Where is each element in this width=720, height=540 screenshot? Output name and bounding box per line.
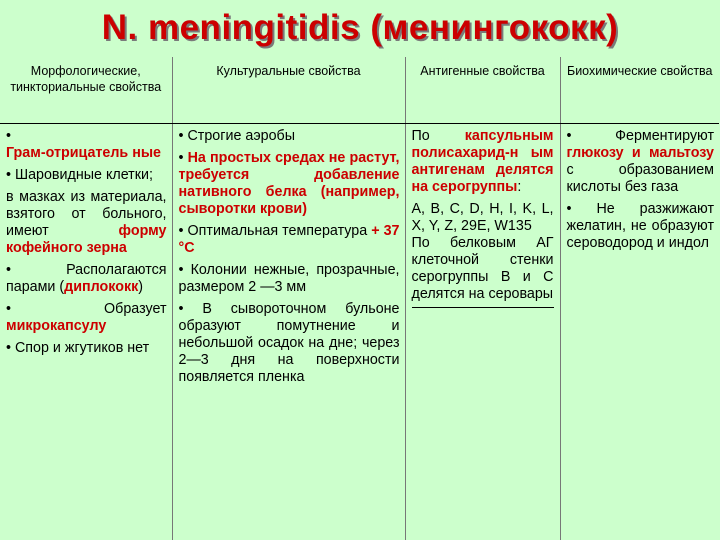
microcapsule-text: микрокапсулу: [6, 318, 107, 334]
antigen-item-groups: A, B, C, D, H, I, K, L, X, Y, Z, 29E, W135: [411, 201, 554, 234]
sugars-text: глюкозу и мальтозу: [566, 145, 714, 161]
cell-biochemical: [560, 124, 719, 540]
media-text: На простых средах не растут, требуется добавление нативного белка (например, сыворотки крови): [178, 150, 400, 217]
antigenic-content: [412, 128, 554, 308]
header-biochemical: Биохимические свойства: [560, 57, 719, 124]
page-title: N. meningitidis (менингококк): [101, 8, 619, 47]
morph-item-pairs: [6, 262, 167, 296]
antigen-colon: :: [517, 179, 522, 195]
cell-morphology: [0, 124, 172, 540]
table-row: [0, 124, 719, 540]
bio-item-ferment: [567, 128, 715, 196]
morph-item-spores: • Спор и жгутиков нет: [6, 340, 150, 356]
cult-item-temp: [179, 223, 400, 257]
morph-item-gram: [6, 128, 167, 145]
properties-table: [0, 57, 719, 540]
ferment-tail: с образованием кислоты без газа: [566, 162, 714, 195]
header-morphology: Морфологические, тинкториальные свойства: [0, 57, 172, 124]
gram-negative-text: Грам-отрицатель ные: [6, 145, 161, 161]
media-bullet: •: [178, 150, 188, 166]
antigen-item-serovars: По белковым АГ клеточной стенки серогруппы В и С делятся на серовары: [411, 235, 554, 302]
smear-text: в мазках из материала, взятого от больного, имеют: [6, 189, 167, 239]
morph-item-capsule: [6, 301, 167, 335]
cell-antigenic: [405, 124, 560, 540]
ferment-text: • Ферментируют: [566, 128, 714, 144]
morph-item-shape: • Шаровидные клетки;: [6, 167, 153, 183]
temp-value: + 37 °С: [178, 223, 400, 256]
capsular-text: капсульным полисахарид-н ым антигенам делятся на серогруппы: [411, 128, 554, 195]
diplococcus-text: диплококк: [64, 279, 139, 295]
coffee-bean-text: форму кофейного зерна: [6, 223, 167, 256]
cult-item-colonies: • Колонии нежные, прозрачные, размером 2 —3 мм: [178, 262, 400, 295]
capsule-text: • Образует: [6, 301, 167, 317]
header-antigenic: Антигенные свойства: [405, 57, 560, 124]
cell-cultural: [172, 124, 405, 540]
table-header-row: [0, 57, 719, 124]
cult-item-media: [179, 150, 400, 218]
bullet: •: [6, 128, 12, 144]
temp-text: • Оптимальная температура: [178, 223, 372, 239]
morph-item-gram-text: [6, 145, 167, 162]
bio-item-gelatin: • Не разжижают желатин, не образуют сероводород и индол: [566, 201, 714, 251]
antigen-item-capsular: [412, 128, 554, 196]
pairs-close: ): [138, 279, 144, 295]
cult-item-aerobes: • Строгие аэробы: [178, 128, 295, 144]
cult-item-broth: • В сывороточном бульоне образуют помутнение и небольшой осадок на дне; через 2—3 дня на поверхности появляется пленка: [178, 301, 400, 385]
morph-item-smear: [6, 189, 167, 257]
antigen-lead: По: [411, 128, 465, 144]
header-cultural: Культуральные свойства: [172, 57, 405, 124]
pairs-text: • Располагаются парами (: [6, 262, 167, 295]
